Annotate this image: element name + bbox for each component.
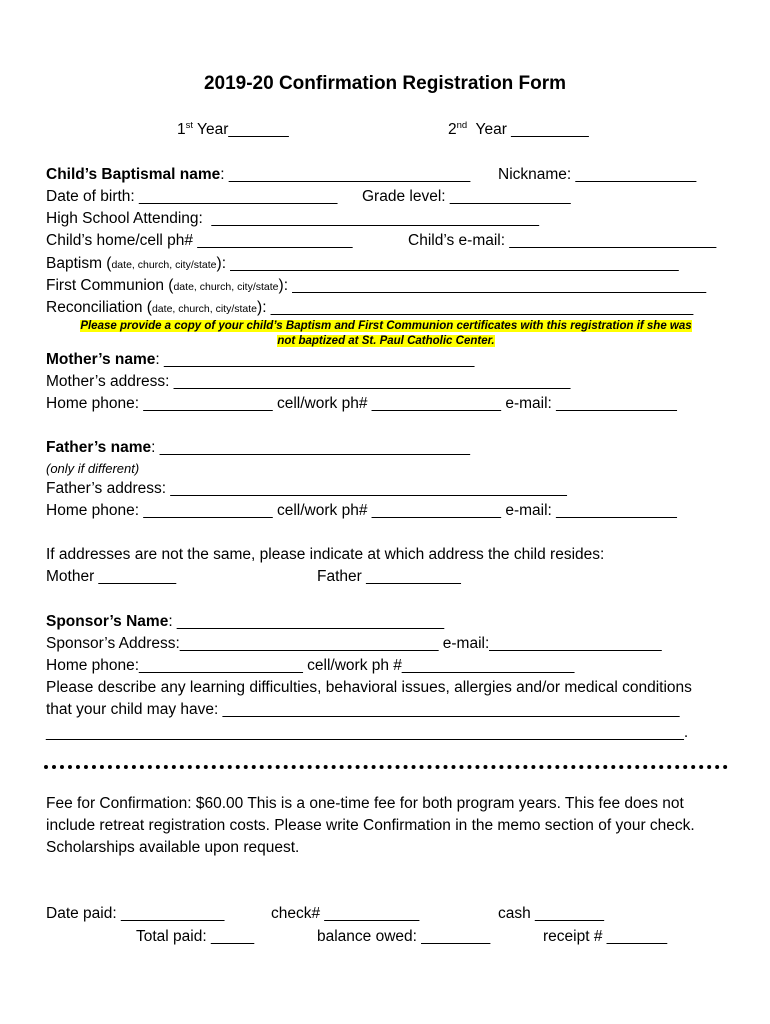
mother-phones-field[interactable]: Home phone: _______________ cell/work ph# _______________ e-mail: ______________ bbox=[46, 395, 677, 412]
check-number-field[interactable]: check# ___________ bbox=[271, 905, 420, 922]
father-name-field[interactable]: Father’s name: ____________________________________ bbox=[46, 439, 471, 456]
date-paid-field[interactable]: Date paid: ____________ bbox=[46, 905, 225, 922]
child-phone-field[interactable]: Child’s home/cell ph# __________________ bbox=[46, 232, 353, 249]
first-communion-field[interactable]: First Communion (date, church, city/state): ________________________________________________ bbox=[46, 277, 707, 294]
first-year-field[interactable]: 1st Year_______ bbox=[177, 119, 289, 138]
second-year-field[interactable]: 2nd Year _________ bbox=[448, 119, 589, 138]
difficulties-field[interactable]: that your child may have: _____________________________________________________ bbox=[46, 701, 680, 718]
father-address-field[interactable]: Father’s address: ______________________________________________ bbox=[46, 480, 567, 497]
residence-question: If addresses are not the same, please indicate at which address the child resides: bbox=[46, 546, 605, 563]
balance-owed-field[interactable]: balance owed: ________ bbox=[317, 928, 491, 945]
sponsor-address-field[interactable]: Sponsor’s Address:______________________________ e-mail:____________________ bbox=[46, 635, 662, 652]
mother-address-field[interactable]: Mother’s address: ______________________________________________ bbox=[46, 373, 571, 390]
residence-father-field[interactable]: Father ___________ bbox=[317, 568, 461, 585]
residence-mother-field[interactable]: Mother _________ bbox=[46, 568, 177, 585]
father-only-if-different-note: (only if different) bbox=[46, 461, 140, 476]
difficulties-prompt: Please describe any learning difficulties, behavioral issues, allergies and/or medical conditions bbox=[46, 679, 692, 696]
fee-paragraph: Fee for Confirmation: $60.00 This is a one-time fee for both program years. This fee does not include retreat registration costs. Please write Confirmation in the memo section of your check. Scholarships available upon request. bbox=[46, 795, 695, 856]
mother-name-field[interactable]: Mother’s name: ____________________________________ bbox=[46, 351, 475, 368]
sponsor-phones-field[interactable]: Home phone:___________________ cell/work ph #____________________ bbox=[46, 657, 575, 674]
baptism-field[interactable]: Baptism (date, church, city/state): ____________________________________________________ bbox=[46, 255, 679, 272]
difficulties-field-continued[interactable]: __________________________________________________________________________. bbox=[46, 724, 689, 741]
nickname-field[interactable]: Nickname: ______________ bbox=[498, 166, 697, 183]
form-title: 2019-20 Confirmation Registration Form bbox=[203, 73, 567, 94]
total-paid-field[interactable]: Total paid: _____ bbox=[136, 928, 255, 945]
section-divider bbox=[44, 765, 728, 769]
date-of-birth-field[interactable]: Date of birth: _______________________ bbox=[46, 188, 338, 205]
reconciliation-field[interactable]: Reconciliation (date, church, city/state): _________________________________________________ bbox=[46, 299, 694, 316]
father-phones-field[interactable]: Home phone: _______________ cell/work ph# _______________ e-mail: ______________ bbox=[46, 502, 677, 519]
receipt-number-field[interactable]: receipt # _______ bbox=[543, 928, 668, 945]
high-school-field[interactable]: High School Attending: ______________________________________ bbox=[46, 210, 540, 227]
certificate-notice: Please provide a copy of your child’s Baptism and First Communion certificates with this registration if she was not baptized at St. Paul Catholic Center. bbox=[80, 320, 692, 347]
grade-level-field[interactable]: Grade level: ______________ bbox=[362, 188, 571, 205]
baptismal-name-field[interactable]: Child’s Baptismal name: ____________________________ bbox=[46, 166, 471, 183]
sponsor-name-field[interactable]: Sponsor’s Name: _______________________________ bbox=[46, 613, 445, 630]
child-email-field[interactable]: Child’s e-mail: ________________________ bbox=[408, 232, 717, 249]
cash-field[interactable]: cash ________ bbox=[498, 905, 605, 922]
